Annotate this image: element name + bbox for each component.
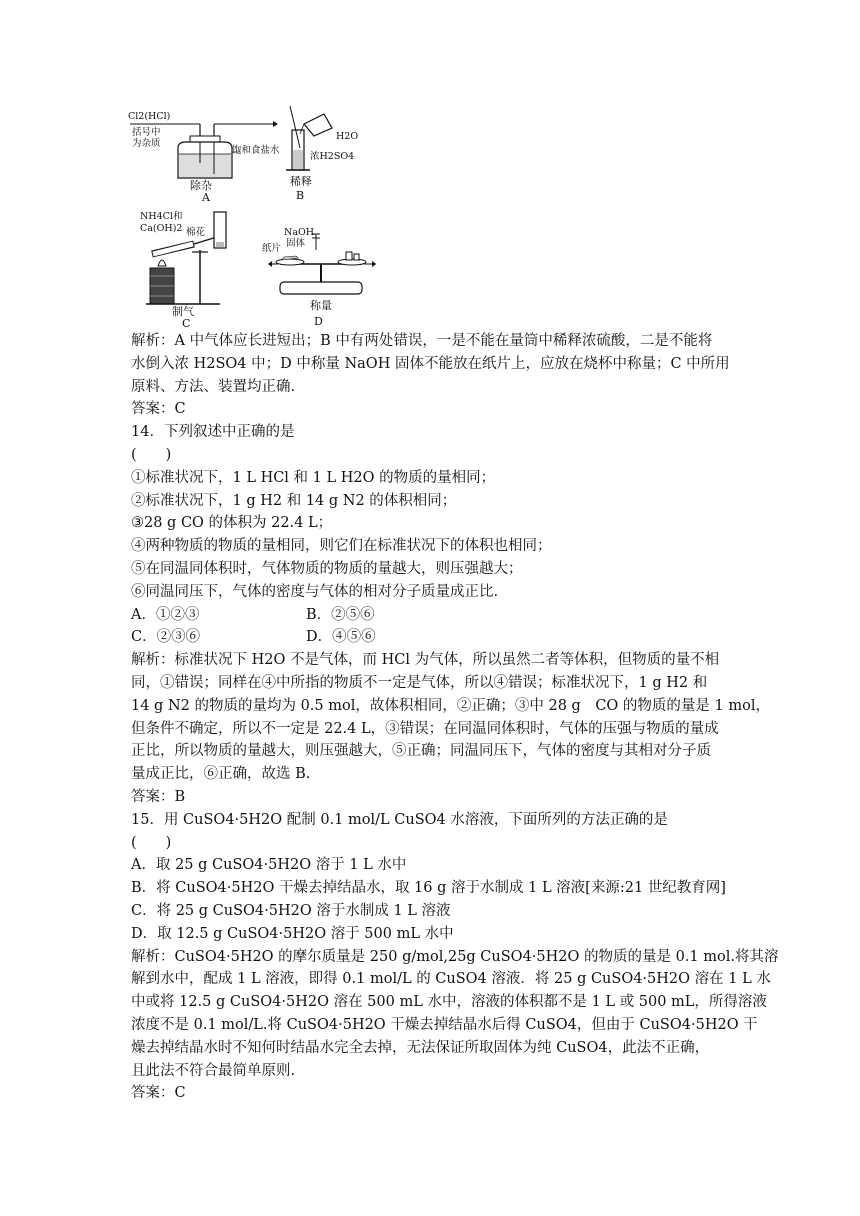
text-line: 量成正比，⑥正确，故选 B. — [131, 766, 311, 783]
answer-q14: 答案：B — [131, 788, 186, 805]
option-c: C．②③⑥ — [131, 629, 201, 646]
text-line: 解析：CuSO4·5H2O 的摩尔质量是 250 g/mol,25g CuSO4·5H2O 的物质的量是 0.1 mol.将其溶 — [131, 948, 779, 965]
figure-d-letter: D — [314, 315, 323, 328]
figure-b-water-label: H2O — [336, 131, 359, 142]
figure-a-caption: 除杂 — [190, 179, 212, 192]
figure-d-naoh-line1: NaOH — [284, 227, 315, 238]
figure-d-paper-label: 纸片 — [262, 243, 282, 254]
balance-drawing — [262, 220, 384, 330]
text-line: 且此法不符合最简单原则. — [131, 1062, 296, 1079]
figure-a-liquid-label: 饱和食盐水 — [232, 145, 280, 156]
text-line: 同，①错误；同样在④中所指的物质不一定是气体，所以④错误；标准状况下，1 g H2 和 — [131, 674, 708, 691]
statement-2: ②标准状况下，1 g H2 和 14 g N2 的体积相同； — [131, 492, 457, 509]
statement-5: ⑤在同温同体积时，气体物质的物质的量越大，则压强越大； — [131, 560, 523, 577]
figure-c-reagent-line2: Ca(OH)2 — [140, 223, 183, 234]
text-line: 原料、方法、装置均正确. — [131, 378, 296, 395]
option-a: A．①②③ — [131, 606, 200, 623]
figure-a-letter: A — [202, 191, 210, 204]
option-a: A．取 25 g CuSO4·5H2O 溶于 1 L 水中 — [131, 857, 407, 874]
figure-c-apparatus — [136, 206, 246, 330]
answer-q15: 答案：C — [131, 1085, 186, 1102]
figure-b-caption: 稀释 — [290, 175, 312, 188]
option-d: D．④⑤⑥ — [306, 629, 376, 646]
figure-a-note-line2: 为杂质 — [132, 138, 161, 149]
figure-d-caption: 称量 — [310, 299, 332, 312]
statement-1: ①标准状况下，1 L HCl 和 1 L H2O 的物质的量相同； — [131, 469, 496, 486]
figure-b-acid-label: 浓H2SO4 — [310, 151, 355, 162]
statement-6: ⑥同温同压下，气体的密度与气体的相对分子质量成正比. — [131, 583, 499, 600]
answer-blank: ( ) — [131, 834, 172, 851]
statement-3: ③28 g CO 的体积为 22.4 L； — [131, 515, 333, 532]
figure-d-apparatus — [262, 220, 384, 330]
text-line: 但条件不确定，所以不一定是 22.4 L，③错误；在同温同体积时，气体的压强与物质的量成 — [131, 720, 719, 737]
figure-a-apparatus — [128, 108, 278, 203]
option-b: B．②⑤⑥ — [306, 606, 375, 623]
text-line: 解到水中，配成 1 L 溶液，即得 0.1 mol/L 的 CuSO4 溶液．将 25 g CuSO4·5H2O 溶在 1 L 水 — [131, 971, 771, 988]
text-line: 14 g N2 的物质的量均为 0.5 mol，故体积相同，②正确；③中 28 g CO 的物质的量是 1 mol， — [131, 697, 770, 714]
text-line: 水倒入浓 H2SO4 中；D 中称量 NaOH 固体不能放在纸片上，应放在烧杯中称量；C 中所用 — [131, 355, 730, 372]
figure-b-apparatus — [278, 104, 368, 204]
option-d: D．取 12.5 g CuSO4·5H2O 溶于 500 mL 水中 — [131, 925, 454, 942]
figure-a-note-line1: 括号中 — [132, 127, 161, 138]
question-14: 14．下列叙述中正确的是 — [131, 424, 295, 441]
figure-b-letter: B — [296, 189, 305, 202]
text-line: 正比，所以物质的量越大，则压强越大，⑤正确；同温同压下，气体的密度与其相对分子质 — [131, 743, 711, 760]
text-line: 中或将 12.5 g CuSO4·5H2O 溶在 500 mL 水中，溶液的体积都不是 1 L 或 500 mL，所得溶液 — [131, 994, 767, 1011]
answer-q13: 答案：C — [131, 401, 186, 418]
figure-c-caption: 制气 — [172, 305, 194, 318]
figure-c-reagent-line1: NH4Cl和 — [140, 211, 183, 222]
option-c: C．将 25 g CuSO4·5H2O 溶于水制成 1 L 溶液 — [131, 902, 451, 919]
text-line: 解析：A 中气体应长进短出；B 中有两处错误，一是不能在量筒中稀释浓硫酸，二是不能将 — [131, 333, 713, 349]
figure-c-letter: C — [182, 317, 191, 330]
options-row — [131, 626, 731, 649]
text-line: 解析：标准状况下 H2O 不是气体，而 HCl 为气体，所以虽然二者等体积，但物质的量不相 — [131, 652, 720, 669]
figure-d-naoh-line2: 固体 — [286, 238, 306, 249]
answer-blank: ( ) — [131, 446, 172, 463]
figure-c-cotton-label: 棉花 — [186, 227, 206, 238]
options-row — [131, 604, 731, 627]
text-line: 浓度不是 0.1 mol/L.将 CuSO4·5H2O 干燥去掉结晶水后得 CuSO4，但由于 CuSO4·5H2O 干 — [131, 1016, 758, 1033]
statement-4: ④两种物质的物质的量相同，则它们在标准状况下的体积也相同； — [131, 538, 552, 555]
text-line: 燥去掉结晶水时不知何时结晶水完全去掉，无法保证所取固体为纯 CuSO4，此法不正确， — [131, 1039, 710, 1056]
question-15: 15．用 CuSO4·5H2O 配制 0.1 mol/L CuSO4 水溶液，下面所列的方法正确的是 — [131, 811, 668, 828]
figure-a-gas-label: Cl2(HCl) — [128, 111, 171, 122]
option-b: B．将 CuSO4·5H2O 干燥去掉结晶水，取 16 g 溶于水制成 1 L 溶液[来源:21 世纪教育网] — [131, 880, 726, 897]
body-text — [131, 330, 779, 1105]
